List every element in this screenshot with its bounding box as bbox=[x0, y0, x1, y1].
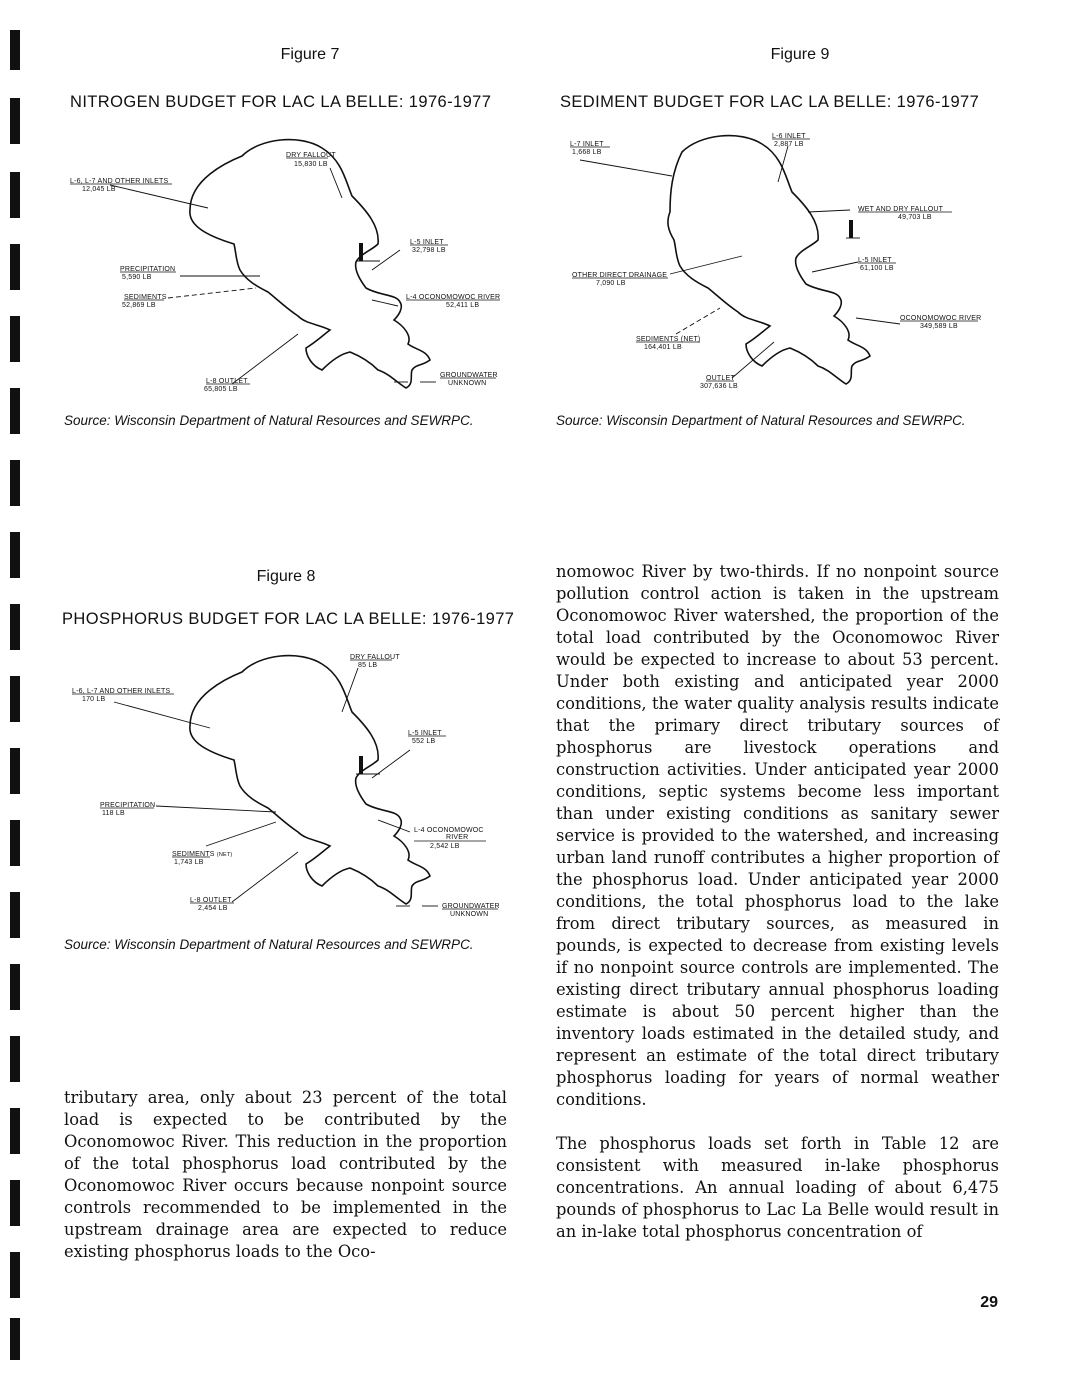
l4-label-line-2: RIVER bbox=[446, 834, 469, 841]
river-leader bbox=[856, 318, 900, 324]
edge-bar bbox=[10, 388, 20, 434]
l8-outlet-label: L-8 OUTLET bbox=[190, 897, 232, 904]
sediments-leader bbox=[168, 288, 256, 298]
groundwater-label: GROUNDWATER bbox=[442, 903, 500, 910]
l5-label: L-5 INLET bbox=[410, 239, 444, 246]
l8-outlet-value: 2,454 LB bbox=[198, 905, 228, 912]
figure-source bbox=[64, 413, 474, 428]
edge-bar bbox=[10, 676, 20, 722]
edge-bar bbox=[10, 244, 20, 290]
l5-inlet-label: L-5 INLET bbox=[858, 257, 892, 264]
sediments-leader bbox=[676, 308, 720, 334]
precipitation-label: PRECIPITATION bbox=[120, 266, 176, 273]
edge-bar bbox=[10, 98, 20, 144]
edge-bar bbox=[10, 964, 20, 1010]
l4-leader bbox=[378, 820, 410, 832]
edge-bar bbox=[10, 316, 20, 362]
sediments-name: SEDIMENTS bbox=[172, 851, 215, 858]
river-label: OCONOMOWOC RIVER bbox=[900, 315, 982, 322]
edge-bar bbox=[10, 1036, 20, 1082]
sediments-label: SEDIMENTS (NET) bbox=[636, 336, 701, 343]
drainage-value: 7,090 LB bbox=[596, 280, 626, 287]
groundwater-value: UNKNOWN bbox=[450, 911, 489, 918]
sediments-suffix: (NET) bbox=[216, 852, 233, 858]
l8-leader bbox=[232, 852, 298, 902]
dry-fallout-value: 85 LB bbox=[358, 662, 378, 669]
dry-fallout-label: DRY FALLOUT bbox=[286, 152, 336, 159]
edge-bar bbox=[10, 1180, 20, 1226]
figure-title: PHOSPHORUS BUDGET FOR LAC LA BELLE: 1976-1977 bbox=[62, 610, 515, 628]
edge-bar bbox=[10, 748, 20, 794]
figure-label: Figure 8 bbox=[256, 568, 316, 585]
edge-bar bbox=[10, 460, 20, 506]
edge-bar bbox=[10, 172, 20, 218]
paragraph: nomowoc River by two-thirds. If no nonpoint source pollution control action is taken in the upstream Oconomowoc River watershed, the proportion of the total load contributed by the Oconomowoc River would be expected to increase to about 53 percent. Under both existing and anticipated year 2000 conditions, the water quality analysis results indicate that the primary direct tributary sources of phosphorus are livestock operations and construction activities. Under anticipated year 2000 conditions, septic systems become less important than under existing conditions as sanitary sewer service is provided to the watershed, and increasing urban land runoff contributes a higher proportion of the phosphorus load. Under anticipated year 2000 conditions, the total phosphorus load to the lake from direct tributary sources, as measured in pounds, is expected to decrease from existing levels if no nonpoint source controls are implemented. The existing direct tributary annual phosphorus loading estimate is about 50 percent higher than the inventory loads estimated in the detailed study, and represent an estimate of the total direct tributary phosphorus loading for years of normal weather conditions. bbox=[556, 562, 999, 1109]
edge-bar bbox=[10, 532, 20, 578]
source-prefix: Source: bbox=[64, 937, 111, 952]
paragraph: tributary area, only about 23 percent of the total load is expected to be contributed by the Oconomowoc River. This reduction in the proportion of the total phosphorus load contributed by the Oconomowoc River occurs because nonpoint source controls recommended to be implemented in the upstream drainage area are expected to reduce existing phosphorus loads to the Oco- bbox=[64, 1088, 507, 1261]
l4-value: 2,542 LB bbox=[430, 843, 460, 850]
l5-value: 32,798 LB bbox=[412, 247, 446, 254]
source-body: Wisconsin Department of Natural Resources and SEWRPC. bbox=[114, 413, 474, 428]
sediment-budget-diagram bbox=[560, 128, 1010, 408]
precip-leader bbox=[156, 806, 276, 812]
source-prefix: Source: bbox=[64, 413, 111, 428]
fallout-leader bbox=[808, 210, 850, 212]
figure-label: Figure 7 bbox=[280, 46, 340, 63]
lake-outline bbox=[190, 140, 430, 388]
precipitation-label: PRECIPITATION bbox=[100, 802, 156, 809]
sediments-value: 164,401 LB bbox=[644, 344, 682, 351]
l6-inlet-value: 2,887 LB bbox=[774, 141, 804, 148]
edge-bar bbox=[10, 892, 20, 938]
l8-outlet-label: L-8 OUTLET bbox=[206, 378, 248, 385]
page-number: 29 bbox=[980, 1294, 998, 1311]
left-column-text bbox=[64, 1087, 507, 1263]
sediments-label: SEDIMENTS bbox=[124, 294, 167, 301]
dam-structure bbox=[359, 243, 363, 261]
inlets-label: L-6, L-7 AND OTHER INLETS bbox=[72, 688, 171, 695]
sediments-leader bbox=[206, 822, 276, 846]
precipitation-value: 118 LB bbox=[102, 810, 125, 817]
l5-leader bbox=[812, 262, 858, 272]
l5-inlet-value: 61,100 LB bbox=[860, 265, 894, 272]
drainage-leader bbox=[670, 256, 742, 274]
drainage-label: OTHER DIRECT DRAINAGE bbox=[572, 272, 668, 279]
figure-source bbox=[64, 937, 474, 952]
edge-bar bbox=[10, 604, 20, 650]
right-column-text bbox=[556, 561, 999, 1243]
fallout-value: 49,703 LB bbox=[898, 214, 932, 221]
l7-inlet-label: L-7 INLET bbox=[570, 141, 604, 148]
l6-inlet-label: L-6 INLET bbox=[772, 133, 806, 140]
dry-fallout-value: 15,830 LB bbox=[294, 161, 328, 168]
dam-structure bbox=[359, 756, 363, 774]
paragraph: The phosphorus loads set forth in Table 12 are consistent with measured in-lake phosphorus concentrations. An annual loading of about 6,475 pounds of phosphorus to Lac La Belle would result in an in-lake total phosphorus concentration of bbox=[556, 1134, 999, 1241]
l5-value: 552 LB bbox=[412, 738, 436, 745]
precipitation-value: 5,590 LB bbox=[122, 274, 152, 281]
dam-structure bbox=[849, 220, 853, 238]
dry-fallout-leader bbox=[330, 168, 342, 198]
figure-title: SEDIMENT BUDGET FOR LAC LA BELLE: 1976-1977 bbox=[560, 93, 980, 111]
outlet-label: OUTLET bbox=[706, 375, 735, 382]
river-value: 349,589 LB bbox=[920, 323, 958, 330]
l7-leader bbox=[580, 160, 672, 176]
dry-fallout-label: DRY FALLOUT bbox=[350, 654, 400, 661]
phosphorus-budget-diagram bbox=[60, 646, 520, 926]
l8-leader bbox=[232, 334, 298, 384]
inlets-value: 170 LB bbox=[82, 696, 106, 703]
inlets-value: 12,045 LB bbox=[82, 186, 116, 193]
edge-bar bbox=[10, 30, 20, 70]
outlet-value: 307,636 LB bbox=[700, 383, 738, 390]
l7-inlet-value: 1,668 LB bbox=[572, 149, 602, 156]
nitrogen-budget-diagram bbox=[60, 130, 520, 410]
l4-label-line-1: L-4 OCONOMOWOC bbox=[414, 827, 484, 834]
inlets-label: L-6, L-7 AND OTHER INLETS bbox=[70, 178, 169, 185]
edge-bar bbox=[10, 820, 20, 866]
l4-value: 52,411 LB bbox=[446, 302, 480, 309]
sediments-value: 1,743 LB bbox=[174, 859, 204, 866]
fallout-label: WET AND DRY FALLOUT bbox=[858, 206, 944, 213]
figure-label: Figure 9 bbox=[770, 46, 830, 63]
l5-leader bbox=[372, 250, 400, 270]
figure-source bbox=[556, 413, 966, 428]
edge-bar bbox=[10, 1318, 20, 1360]
edge-bar bbox=[10, 1252, 20, 1298]
groundwater-label: GROUNDWATER bbox=[440, 372, 498, 379]
source-prefix: Source: bbox=[556, 413, 603, 428]
sediments-value: 52,869 LB bbox=[122, 302, 156, 309]
lake-outline bbox=[190, 656, 430, 904]
l4-label: L-4 OCONOMOWOC RIVER bbox=[406, 294, 501, 301]
l4-leader bbox=[372, 300, 398, 306]
figure-title: NITROGEN BUDGET FOR LAC LA BELLE: 1976-1977 bbox=[70, 93, 492, 111]
source-body: Wisconsin Department of Natural Resources and SEWRPC. bbox=[606, 413, 966, 428]
groundwater-value: UNKNOWN bbox=[448, 380, 487, 387]
source-body: Wisconsin Department of Natural Resources and SEWRPC. bbox=[114, 937, 474, 952]
edge-bar bbox=[10, 1108, 20, 1154]
l8-outlet-value: 65,805 LB bbox=[204, 386, 238, 393]
l5-label: L-5 INLET bbox=[408, 730, 442, 737]
